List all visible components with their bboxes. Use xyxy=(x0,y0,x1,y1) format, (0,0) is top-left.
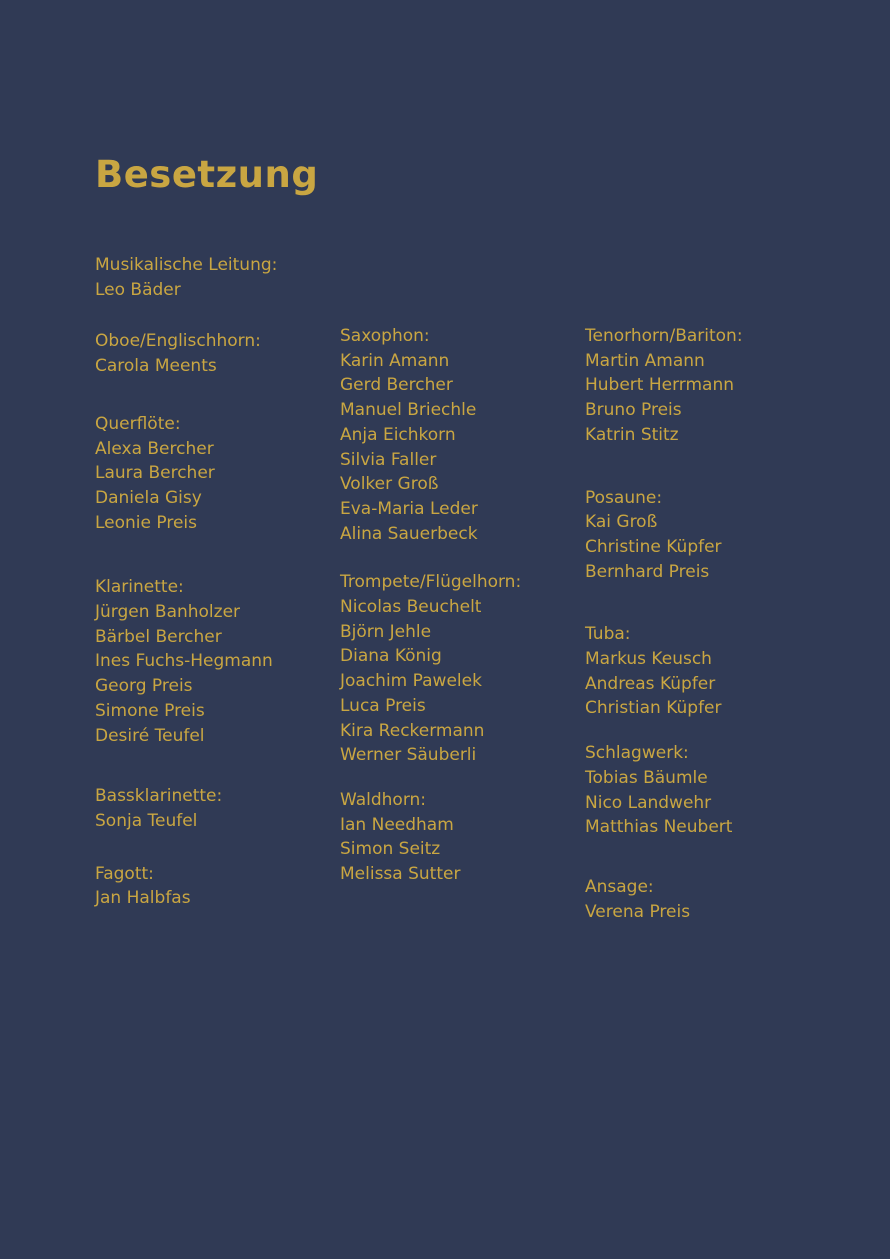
member-name: Bruno Preis xyxy=(585,400,682,421)
member-name: Desiré Teufel xyxy=(95,725,205,746)
member-name: Luca Preis xyxy=(340,695,426,716)
member-name: Melissa Sutter xyxy=(340,864,461,885)
member-name: Diana König xyxy=(340,646,442,667)
member-name: Georg Preis xyxy=(95,676,193,697)
member-name: Jan Halbfas xyxy=(95,888,191,909)
member-name: Daniela Gisy xyxy=(95,487,202,508)
member-name: Sonja Teufel xyxy=(95,810,198,831)
section-heading: Querflöte: xyxy=(95,413,181,434)
member-name: Eva-Maria Leder xyxy=(340,498,478,519)
section-heading: Oboe/Englischhorn: xyxy=(95,331,261,352)
member-name: Kira Reckermann xyxy=(340,720,485,741)
instrument-section xyxy=(95,784,335,833)
member-name: Tobias Bäumle xyxy=(585,767,708,788)
member-name: Laura Bercher xyxy=(95,463,215,484)
member-name: Werner Säuberli xyxy=(340,745,477,766)
section-heading: Musikalische Leitung: xyxy=(95,255,278,275)
member-name: Gerd Bercher xyxy=(340,375,453,396)
member-name: Jürgen Banholzer xyxy=(95,602,241,623)
member-name: Karin Amann xyxy=(340,350,450,371)
member-name: Verena Preis xyxy=(585,901,691,922)
instrument-section xyxy=(585,741,825,840)
member-name: Katrin Stitz xyxy=(585,424,679,445)
instrument-section xyxy=(95,253,335,302)
member-name: Simon Seitz xyxy=(340,839,441,860)
member-name: Manuel Briechle xyxy=(340,400,477,421)
member-name: Silvia Faller xyxy=(340,449,437,470)
instrument-section xyxy=(585,324,825,448)
member-name: Christian Küpfer xyxy=(585,698,722,719)
member-name: Volker Groß xyxy=(340,474,439,495)
member-name: Leonie Preis xyxy=(95,512,197,533)
instrument-section xyxy=(340,788,580,887)
section-heading: Posaune: xyxy=(585,487,663,508)
member-name: Björn Jehle xyxy=(340,621,432,642)
roster-column-1 xyxy=(95,253,335,911)
section-heading: Waldhorn: xyxy=(340,789,427,810)
member-name: Joachim Pawelek xyxy=(340,671,482,692)
section-heading: Bassklarinette: xyxy=(95,786,223,807)
instrument-section xyxy=(340,324,580,546)
member-name: Martin Amann xyxy=(585,350,705,371)
member-name: Carola Meents xyxy=(95,356,217,377)
section-heading: Schlagwerk: xyxy=(585,743,689,764)
instrument-section xyxy=(585,622,825,721)
section-heading: Saxophon: xyxy=(340,326,430,346)
member-name: Nicolas Beuchelt xyxy=(340,597,482,618)
member-name: Alexa Bercher xyxy=(95,438,214,459)
section-heading: Tenorhorn/Bariton: xyxy=(585,326,743,346)
member-name: Kai Groß xyxy=(585,512,658,533)
member-name: Alina Sauerbeck xyxy=(340,523,478,544)
instrument-section xyxy=(340,570,580,768)
member-name: Ines Fuchs-Hegmann xyxy=(95,651,273,672)
member-name: Nico Landwehr xyxy=(585,792,712,813)
section-heading: Trompete/Flügelhorn: xyxy=(340,572,522,593)
roster-column-3 xyxy=(585,324,825,924)
member-name: Markus Keusch xyxy=(585,649,712,670)
member-name: Bärbel Bercher xyxy=(95,626,222,647)
member-name: Ian Needham xyxy=(340,814,454,835)
member-name: Matthias Neubert xyxy=(585,817,733,838)
member-name: Leo Bäder xyxy=(95,279,181,300)
member-name: Hubert Herrmann xyxy=(585,375,735,396)
instrument-section xyxy=(95,329,335,378)
instrument-section xyxy=(95,862,335,911)
instrument-section xyxy=(585,875,825,924)
instrument-section xyxy=(585,486,825,585)
member-name: Andreas Küpfer xyxy=(585,673,716,694)
roster-column-2 xyxy=(340,324,580,887)
member-name: Simone Preis xyxy=(95,700,205,721)
member-name: Bernhard Preis xyxy=(585,561,710,582)
instrument-section xyxy=(95,412,335,536)
section-heading: Tuba: xyxy=(585,624,631,645)
page-title: Besetzung xyxy=(95,153,319,196)
member-name: Christine Küpfer xyxy=(585,536,722,557)
section-heading: Klarinette: xyxy=(95,577,184,598)
instrument-section xyxy=(95,575,335,748)
member-name: Anja Eichkorn xyxy=(340,424,456,445)
section-heading: Fagott: xyxy=(95,863,154,884)
section-heading: Ansage: xyxy=(585,876,654,897)
